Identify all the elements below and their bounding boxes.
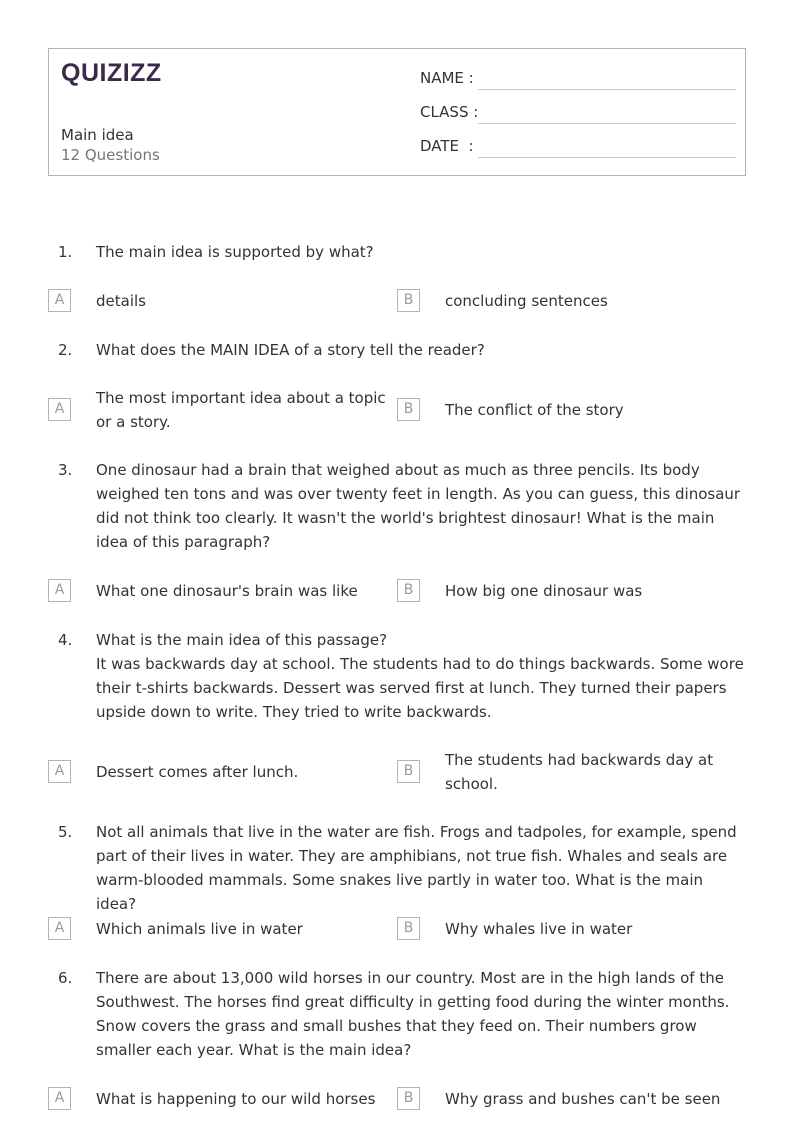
question-number: 4. [58,631,73,649]
option-letter: A [48,1087,71,1110]
date-line[interactable] [478,157,736,158]
name-line[interactable] [478,89,736,90]
question-text: There are about 13,000 wild horses in our country. Most are in the high lands of the Southwest. The horses find great difficulty in getting food during the winter months. Snow covers the grass and small bushes that they feed on. Their numbers grow smaller each year. What is the main idea? [96,969,730,1059]
question-text: Not all animals that live in the water are fish. Frogs and tadpoles, for example, spend part of their lives in water. They are amphibians, not true fish. Whales and seals are warm-blooded mammals. Some snakes live partly in water too. What is the main idea? [96,823,737,913]
option-text: Why whales live in water [445,920,633,938]
option-text: Why grass and bushes can't be seen [445,1090,721,1108]
question-3 [48,458,746,554]
question-number: 2. [58,341,73,359]
option-text: How big one dinosaur was [445,582,643,600]
option-text: What is happening to our wild horses [96,1090,376,1108]
question-2-option-b[interactable] [397,386,727,434]
option-letter: A [48,398,71,421]
question-number: 1. [58,243,73,261]
question-count: 12 Questions [61,146,160,164]
question-number: 3. [58,461,73,479]
option-letter: B [397,289,420,312]
quizizz-logo: QUIZIZZ [61,59,162,87]
option-letter: A [48,760,71,783]
question-passage: It was backwards day at school. The students had to do things backwards. Some wore their t-shirts backwards. Dessert was served first at lunch. They turned their papers upside down to write. They tried to write backwards. [96,655,744,721]
option-text: The conflict of the story [445,401,624,419]
class-line[interactable] [478,123,736,124]
question-5-option-a[interactable] [48,917,378,941]
question-4 [48,628,746,724]
question-text: One dinosaur had a brain that weighed about as much as three pencils. Its body weighed ten tons and was over twenty feet in length. As you can guess, this dinosaur did not think too clearly. It wasn't the world's brightest dinosaur! What is the main idea of this paragraph? [96,461,741,551]
question-1-option-a[interactable] [48,289,378,313]
question-text: The main idea is supported by what? [96,243,374,261]
option-letter: B [397,579,420,602]
option-text: concluding sentences [445,292,608,310]
option-text: The students had backwards day at school. [445,751,714,793]
question-3-option-a[interactable] [48,579,378,603]
class-field[interactable] [420,103,736,123]
option-letter: B [397,1087,420,1110]
question-6-option-a[interactable] [48,1087,388,1111]
question-6 [48,966,746,1062]
question-5-option-b[interactable] [397,917,727,941]
name-label: NAME : [420,69,474,87]
question-number: 6. [58,969,73,987]
question-1-option-b[interactable] [397,289,727,313]
option-letter: B [397,398,420,421]
class-label: CLASS : [420,103,479,121]
option-letter: A [48,917,71,940]
option-text: Which animals live in water [96,920,303,938]
question-5 [48,820,746,913]
worksheet-title: Main idea [61,126,134,144]
option-letter: A [48,289,71,312]
option-letter: B [397,760,420,783]
option-text: What one dinosaur's brain was like [96,582,358,600]
question-6-option-b[interactable] [397,1087,742,1111]
question-text: What does the MAIN IDEA of a story tell the reader? [96,341,485,359]
date-field[interactable] [420,137,736,157]
option-letter: A [48,579,71,602]
option-text: Dessert comes after lunch. [96,763,299,781]
option-letter: B [397,917,420,940]
question-number: 5. [58,823,73,841]
question-4-option-b[interactable] [397,748,727,796]
question-text: What is the main idea of this passage? [96,631,388,649]
worksheet-header [48,48,746,176]
option-text: details [96,292,146,310]
question-3-option-b[interactable] [397,579,727,603]
date-label: DATE : [420,137,474,155]
question-2-option-a[interactable] [48,386,388,434]
question-4-option-a[interactable] [48,748,378,796]
option-text: The most important idea about a topic or a story. [96,389,386,431]
name-field[interactable] [420,69,736,89]
